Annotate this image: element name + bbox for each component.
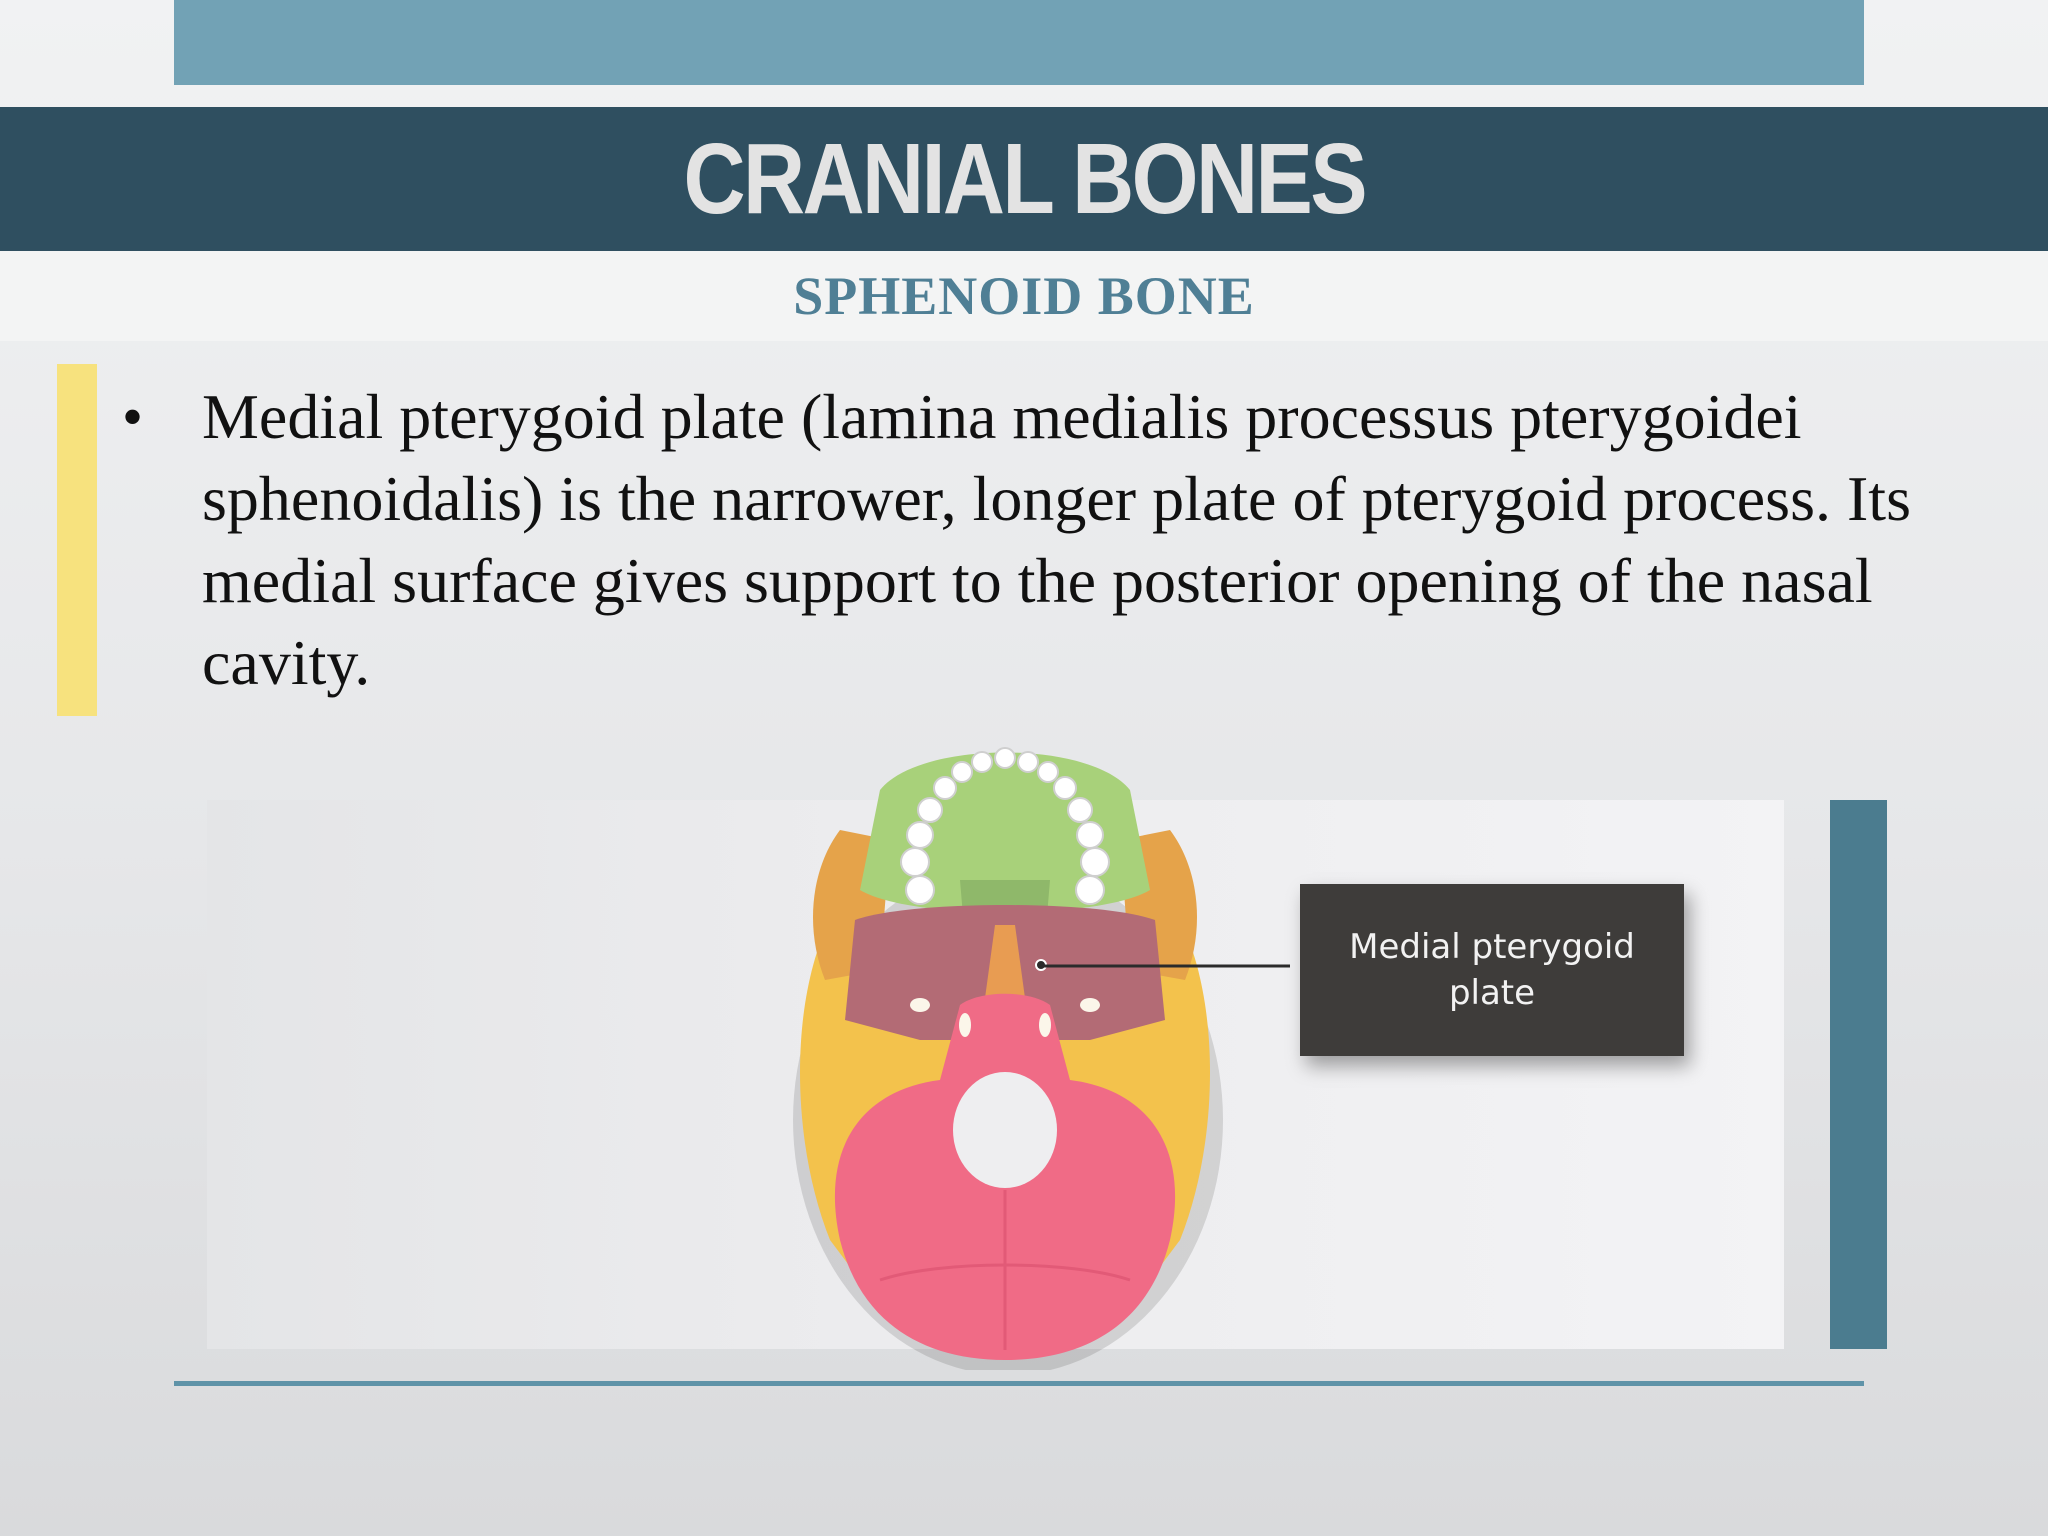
- bottom-rule: [174, 1381, 1864, 1386]
- right-decor-bar: [1830, 800, 1887, 1349]
- bullet-list: [122, 376, 1962, 704]
- foramen-magnum: [953, 1072, 1057, 1188]
- bullet-marker: •: [122, 384, 144, 450]
- callout-label-box: [1300, 884, 1684, 1056]
- callout-leader-line: [1040, 963, 1290, 969]
- skull-inferior-view-illustration: [770, 720, 1240, 1370]
- bullet-text: Medial pterygoid plate (lamina medialis processus pterygoidei sphenoidalis) is the narrower, longer plate of pterygoid process. Its medial surface gives support to the posterior opening of the nasal cavity.: [202, 381, 1911, 698]
- bullet-item: [122, 376, 1962, 704]
- top-decor-bar: [174, 0, 1864, 85]
- slide-subtitle: SPHENOID BONE: [793, 266, 1255, 326]
- slide-title: CRANIAL BONES: [683, 122, 1365, 235]
- title-band: [0, 107, 2048, 251]
- subtitle-band: [0, 251, 2048, 341]
- callout-label: Medial pterygoid plate: [1349, 927, 1635, 1013]
- yellow-accent-bar: [57, 364, 97, 716]
